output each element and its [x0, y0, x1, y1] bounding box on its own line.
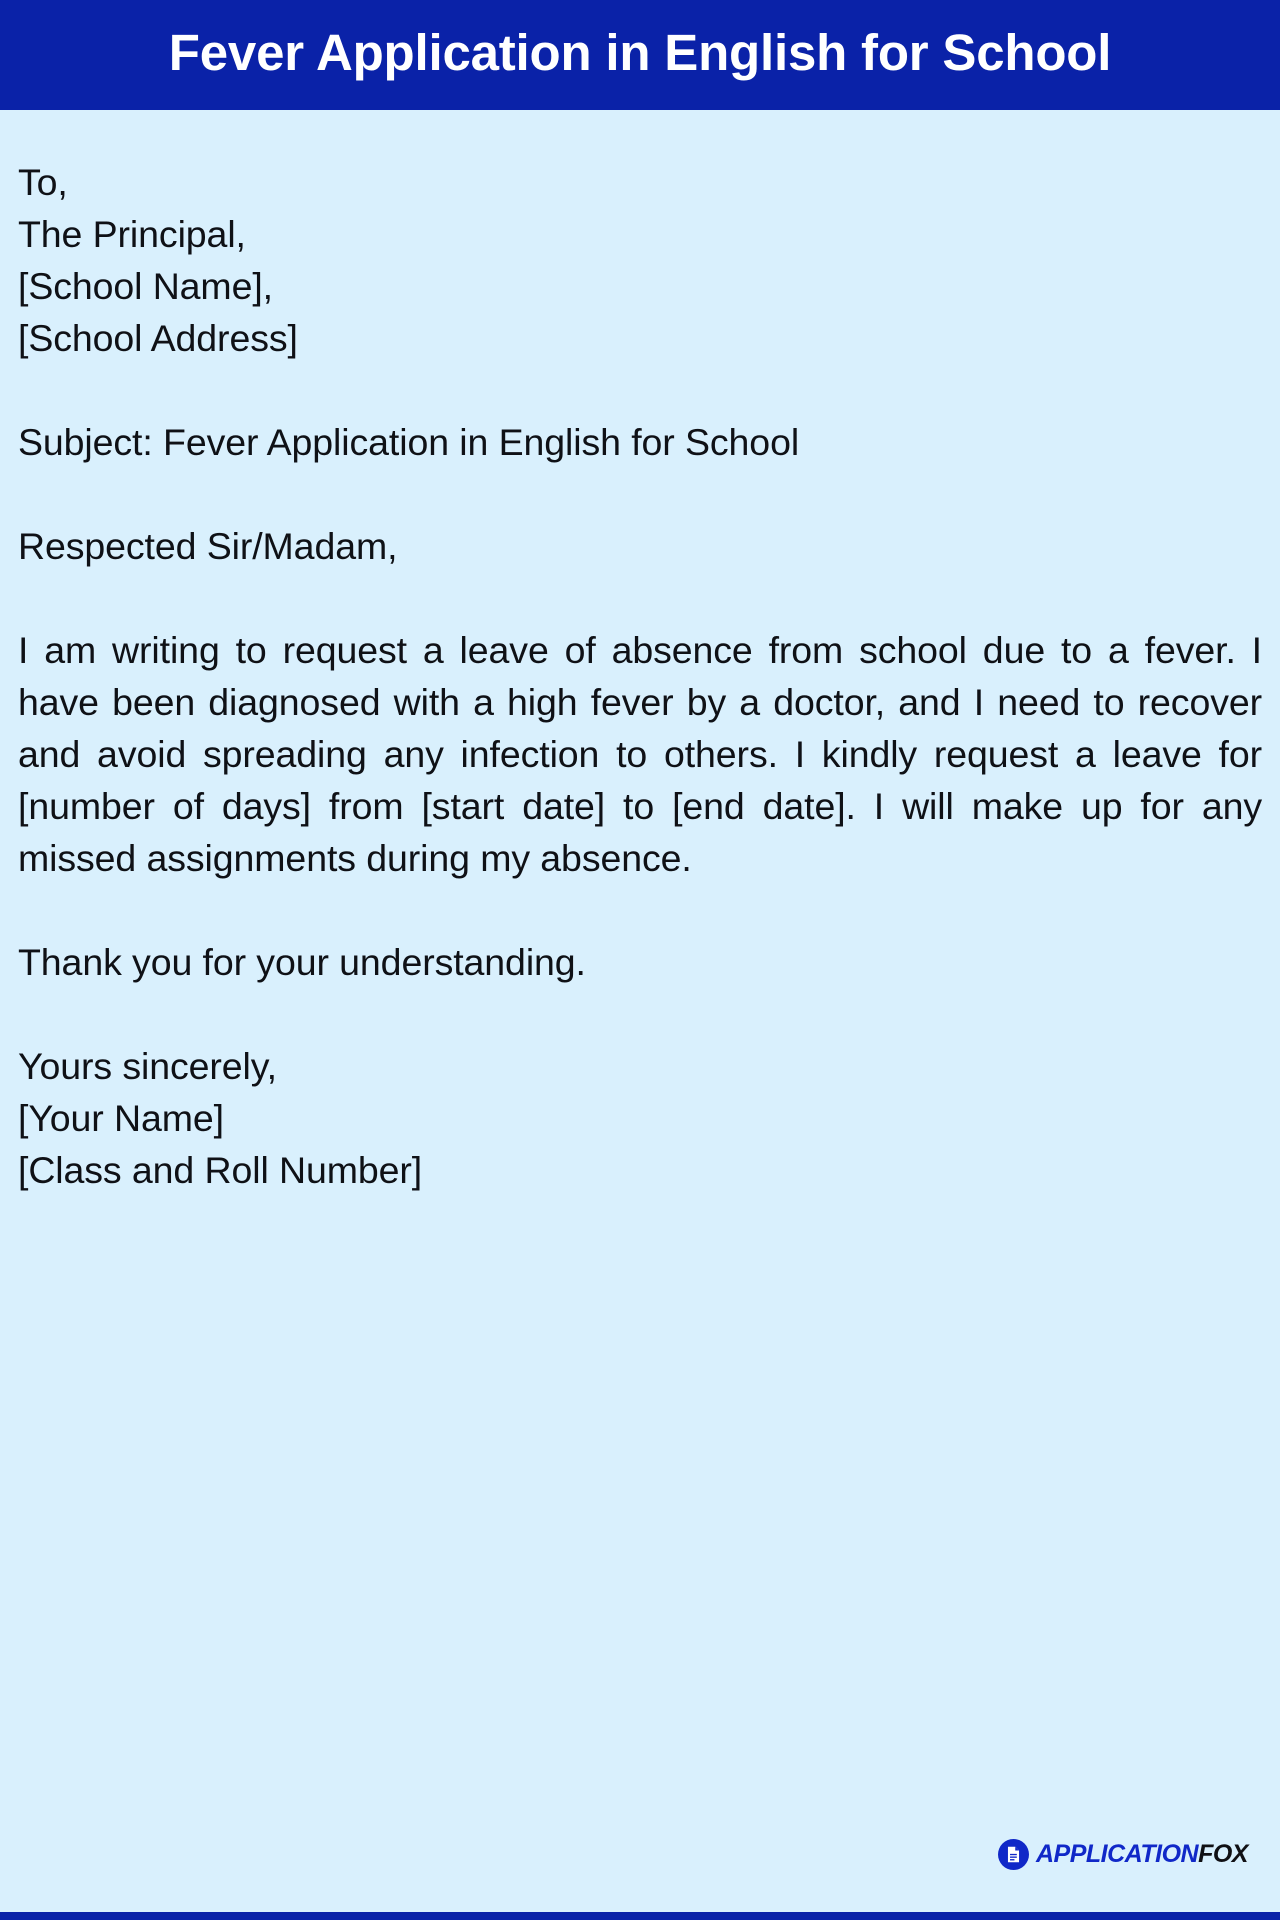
brand-wordmark-primary: APPLICATION	[1036, 1840, 1199, 1868]
bottom-accent-bar	[0, 1912, 1280, 1920]
brand-wordmark-secondary: FOX	[1198, 1840, 1248, 1868]
document-page-icon	[998, 1839, 1029, 1870]
address-line-school-address: [School Address]	[18, 317, 298, 359]
address-line-principal: The Principal,	[18, 213, 246, 255]
spacer-after-subject	[18, 468, 1262, 520]
page-title: Fever Application in English for School	[168, 23, 1112, 81]
letter-body-paragraph: I am writing to request a leave of absence from school due to a fever. I have been diagnosed with a high fever by a doctor, and I need to recover and avoid spreading any infection to others. I kindly request a leave for [number of days] from [start date] to [end date]. I will make up for any missed assignments during my absence.	[18, 629, 1262, 879]
subject-line	[18, 416, 1262, 468]
subject-text: Subject: Fever Application in English for School	[18, 421, 800, 463]
closing-thanks-text: Thank you for your understanding.	[18, 941, 586, 983]
spacer-after-thanks	[18, 988, 1262, 1040]
signoff-line-your-name: [Your Name]	[18, 1097, 224, 1139]
signoff-line-sincerely: Yours sincerely,	[18, 1045, 277, 1087]
spacer-after-salutation	[18, 572, 1262, 624]
page-header-banner	[0, 0, 1280, 110]
signoff-line-class-roll: [Class and Roll Number]	[18, 1149, 423, 1191]
signoff-block	[18, 1040, 1262, 1196]
address-line-school-name: [School Name],	[18, 265, 273, 307]
recipient-address-block	[18, 156, 1262, 364]
salutation	[18, 520, 1262, 572]
spacer-after-address	[18, 364, 1262, 416]
brand-wordmark	[1036, 1842, 1248, 1867]
letter-body	[0, 110, 1280, 1196]
address-line-to: To,	[18, 161, 68, 203]
spacer-after-body	[18, 884, 1262, 936]
salutation-text: Respected Sir/Madam,	[18, 525, 398, 567]
closing-thanks	[18, 936, 1262, 988]
brand-logo	[998, 1839, 1248, 1870]
